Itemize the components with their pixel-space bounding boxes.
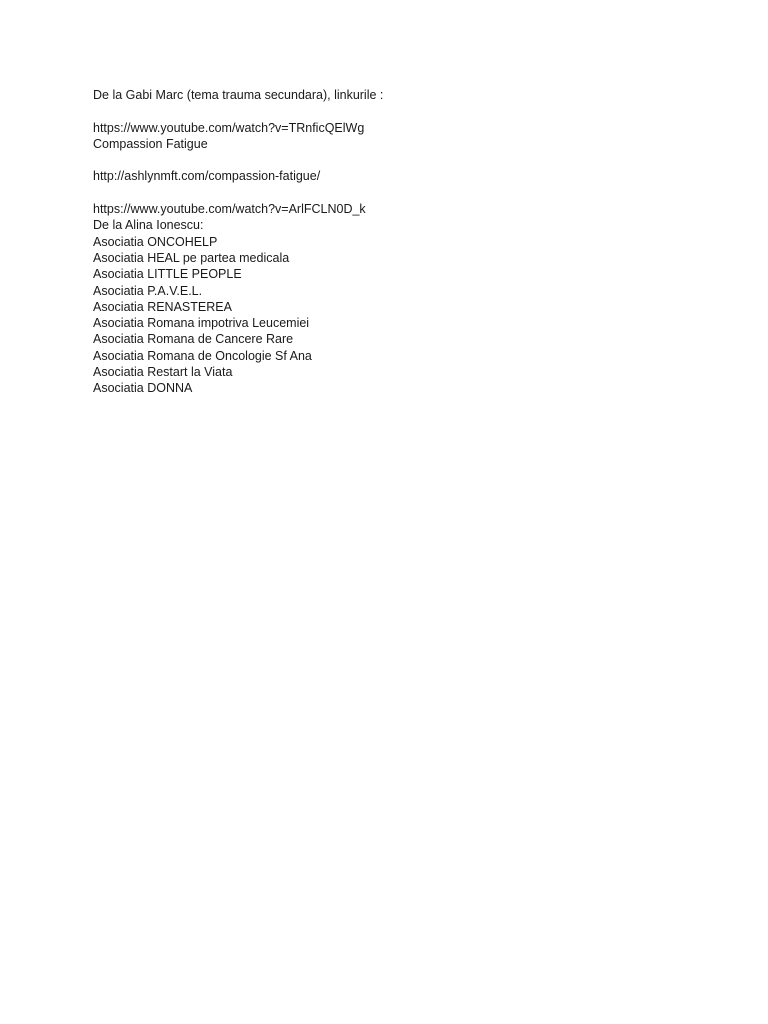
link-line[interactable]: https://www.youtube.com/watch?v=ArlFCLN0D_k [93,202,366,217]
blank-line [93,152,693,168]
text-line: Compassion Fatigue [93,136,208,151]
list-item: Asociatia Romana de Oncologie Sf Ana [93,348,312,363]
text-line: De la Alina Ionescu: [93,218,204,233]
list-item: Asociatia LITTLE PEOPLE [93,267,242,282]
link-line[interactable]: https://www.youtube.com/watch?v=TRnficQElWg [93,120,365,135]
list-item: Asociatia Restart la Viata [93,365,233,380]
intro-line: De la Gabi Marc (tema trauma secundara), linkurile : [93,88,384,102]
blank-line [93,103,693,119]
blank-line [93,185,693,201]
document-body [93,87,693,397]
list-item: Asociatia Romana impotriva Leucemiei [93,316,310,331]
list-item: Asociatia HEAL pe partea medicala [93,250,290,265]
list-item: Asociatia DONNA [93,381,193,396]
link-line[interactable]: http://ashlynmft.com/compassion-fatigue/ [93,169,321,184]
list-item: Asociatia Romana de Cancere Rare [93,332,294,347]
list-item: Asociatia ONCOHELP [93,234,218,249]
list-item: Asociatia P.A.V.E.L. [93,283,203,298]
list-item: Asociatia RENASTEREA [93,299,232,314]
